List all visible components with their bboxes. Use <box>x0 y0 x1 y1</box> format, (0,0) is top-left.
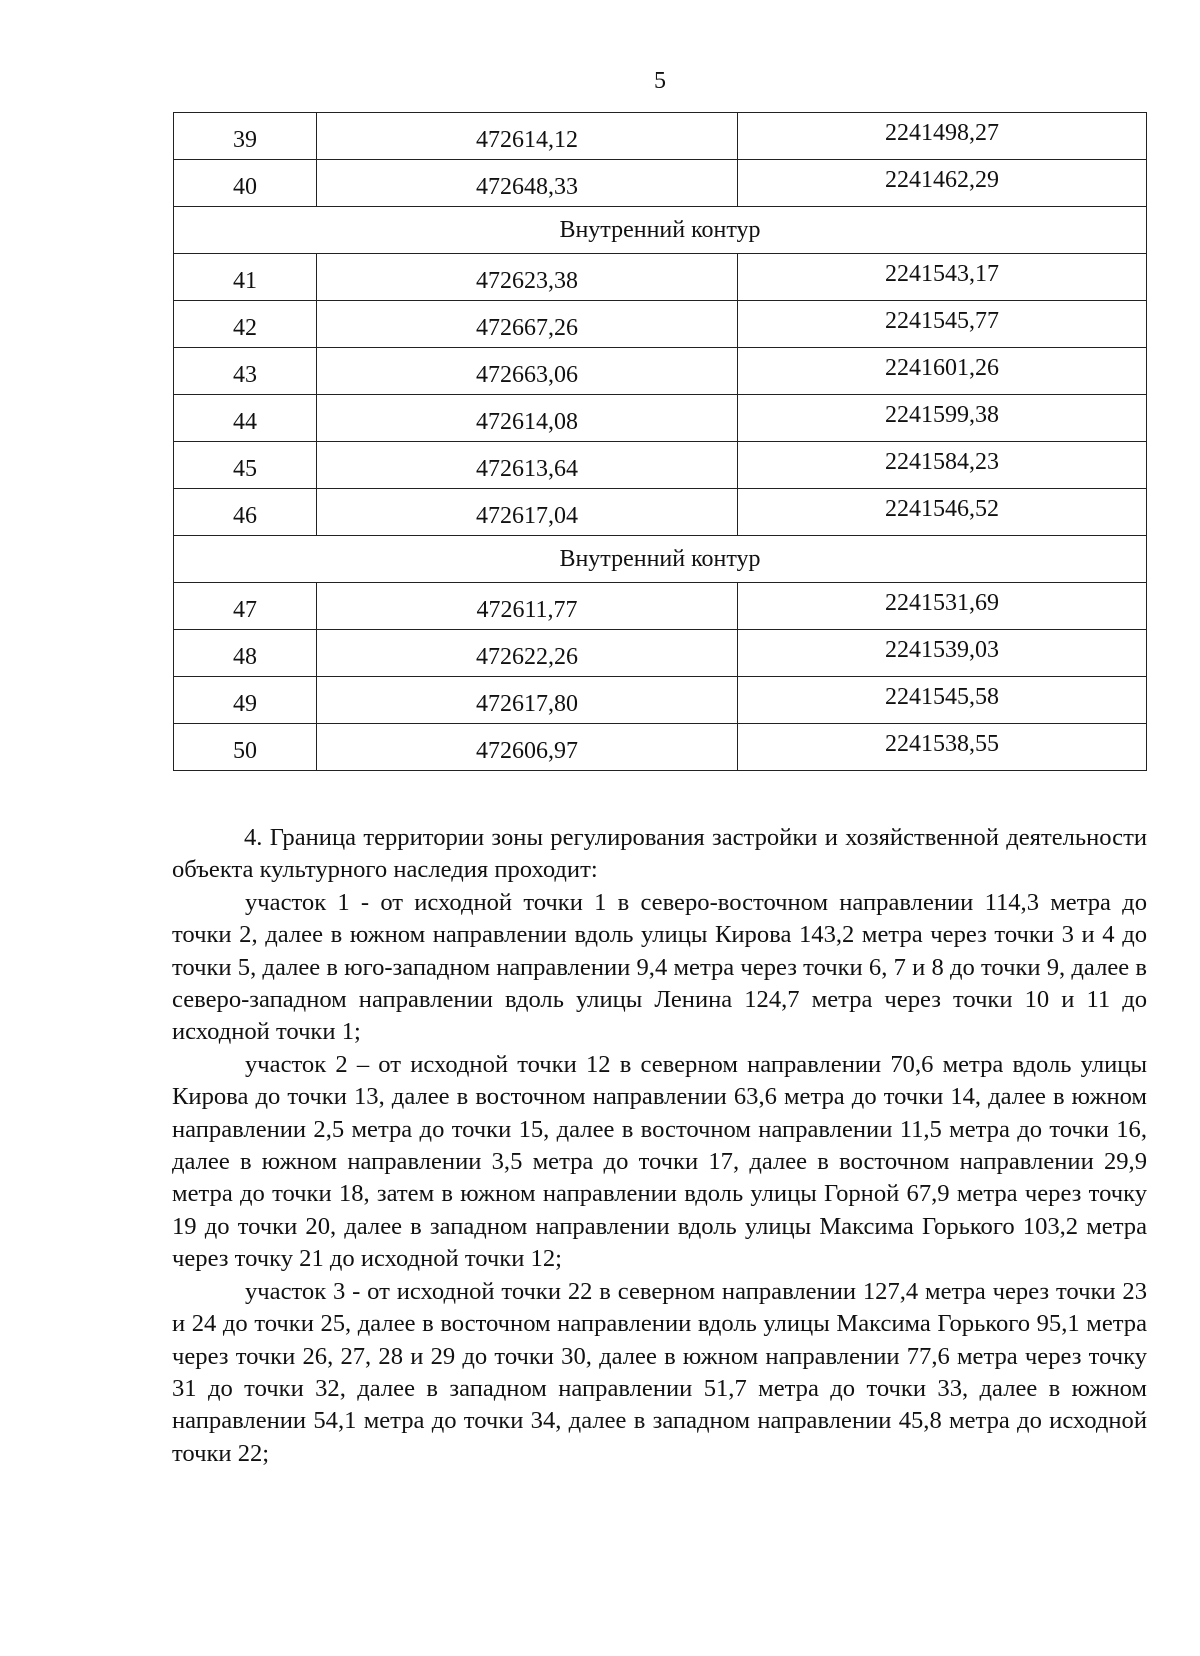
point-number-cell: 40 <box>174 160 317 207</box>
x-coordinate-cell: 472613,64 <box>317 442 738 489</box>
y-coordinate-cell: 2241584,23 <box>738 442 1147 489</box>
table-row <box>174 395 1147 442</box>
y-coordinate-cell: 2241462,29 <box>738 160 1147 207</box>
x-coordinate-cell: 472667,26 <box>317 301 738 348</box>
point-number-cell: 41 <box>174 254 317 301</box>
x-coordinate-cell: 472614,12 <box>317 113 738 160</box>
paragraph-section-3: участок 3 - от исходной точки 22 в северном направлении 127,4 метра через точки 23 и 24 до точки 25, далее в восточном направлении вдоль улицы Максима Горького 95,1 метра через точки 26, 27, 28 и 29 до точки 30, далее в южном направлении 77,6 метра через точку 31 до точки 32, далее в западном направлении 51,7 метра до точки 33, далее в южном направлении 54,1 метра до точки 34, далее в западном направлении 45,8 метра до исходной точки 22; <box>172 1277 1147 1467</box>
boundary-description <box>172 822 1147 1470</box>
point-number-cell: 47 <box>174 583 317 630</box>
coordinates-table <box>173 112 1147 771</box>
point-number-cell: 50 <box>174 724 317 771</box>
y-coordinate-cell: 2241531,69 <box>738 583 1147 630</box>
x-coordinate-cell: 472606,97 <box>317 724 738 771</box>
x-coordinate-cell: 472623,38 <box>317 254 738 301</box>
table-row <box>174 113 1147 160</box>
y-coordinate-cell: 2241498,27 <box>738 113 1147 160</box>
point-number-cell: 48 <box>174 630 317 677</box>
point-number-cell: 45 <box>174 442 317 489</box>
y-coordinate-cell: 2241599,38 <box>738 395 1147 442</box>
table-row <box>174 348 1147 395</box>
y-coordinate-cell: 2241539,03 <box>738 630 1147 677</box>
table-row <box>174 583 1147 630</box>
point-number-cell: 49 <box>174 677 317 724</box>
point-number-cell: 44 <box>174 395 317 442</box>
y-coordinate-cell: 2241601,26 <box>738 348 1147 395</box>
table-row <box>174 301 1147 348</box>
coordinates-table-body <box>174 113 1147 771</box>
x-coordinate-cell: 472611,77 <box>317 583 738 630</box>
x-coordinate-cell: 472648,33 <box>317 160 738 207</box>
x-coordinate-cell: 472663,06 <box>317 348 738 395</box>
y-coordinate-cell: 2241546,52 <box>738 489 1147 536</box>
y-coordinate-cell: 2241543,17 <box>738 254 1147 301</box>
x-coordinate-cell: 472622,26 <box>317 630 738 677</box>
section-header-row <box>174 536 1147 583</box>
point-number-cell: 39 <box>174 113 317 160</box>
page-number: 5 <box>654 68 666 94</box>
x-coordinate-cell: 472617,80 <box>317 677 738 724</box>
point-number-cell: 43 <box>174 348 317 395</box>
y-coordinate-cell: 2241545,77 <box>738 301 1147 348</box>
table-row <box>174 724 1147 771</box>
point-number-cell: 46 <box>174 489 317 536</box>
x-coordinate-cell: 472617,04 <box>317 489 738 536</box>
table-row <box>174 254 1147 301</box>
table-row <box>174 442 1147 489</box>
section-header-row <box>174 207 1147 254</box>
table-row <box>174 630 1147 677</box>
section-title: Внутренний контур <box>174 207 1147 254</box>
x-coordinate-cell: 472614,08 <box>317 395 738 442</box>
point-number-cell: 42 <box>174 301 317 348</box>
table-row <box>174 489 1147 536</box>
paragraph-heading: 4. Граница территории зоны регулирования застройки и хозяйственной деятельности объекта культурного наследия проходит: <box>172 824 1147 884</box>
table-row <box>174 677 1147 724</box>
paragraph-section-1: участок 1 - от исходной точки 1 в северо-восточном направлении 114,3 метра до точки 2, далее в южном направлении вдоль улицы Кирова 143,2 метра через точки 3 и 4 до точки 5, далее в юго-западном направлении 9,4 метра через точки 6, 7 и 8 до точки 9, далее в северо-западном направлении вдоль улицы Ленина 124,7 метра через точки 10 и 11 до исходной точки 1; <box>172 888 1147 1046</box>
table-row <box>174 160 1147 207</box>
y-coordinate-cell: 2241538,55 <box>738 724 1147 771</box>
y-coordinate-cell: 2241545,58 <box>738 677 1147 724</box>
paragraph-section-2: участок 2 – от исходной точки 12 в северном направлении 70,6 метра вдоль улицы Кирова до точки 13, далее в восточном направлении 63,6 метра до точки 14, далее в южном направлении 2,5 метра до точки 15, далее в восточном направлении 11,5 метра до точки 16, далее в южном направлении 3,5 метра до точки 17, далее в восточном направлении 29,9 метра до точки 18, затем в южном направлении вдоль улицы Горной 67,9 метра через точку 19 до точки 20, далее в западном направлении вдоль улицы Максима Горького 103,2 метра через точку 21 до исходной точки 12; <box>172 1050 1147 1273</box>
section-title: Внутренний контур <box>174 536 1147 583</box>
